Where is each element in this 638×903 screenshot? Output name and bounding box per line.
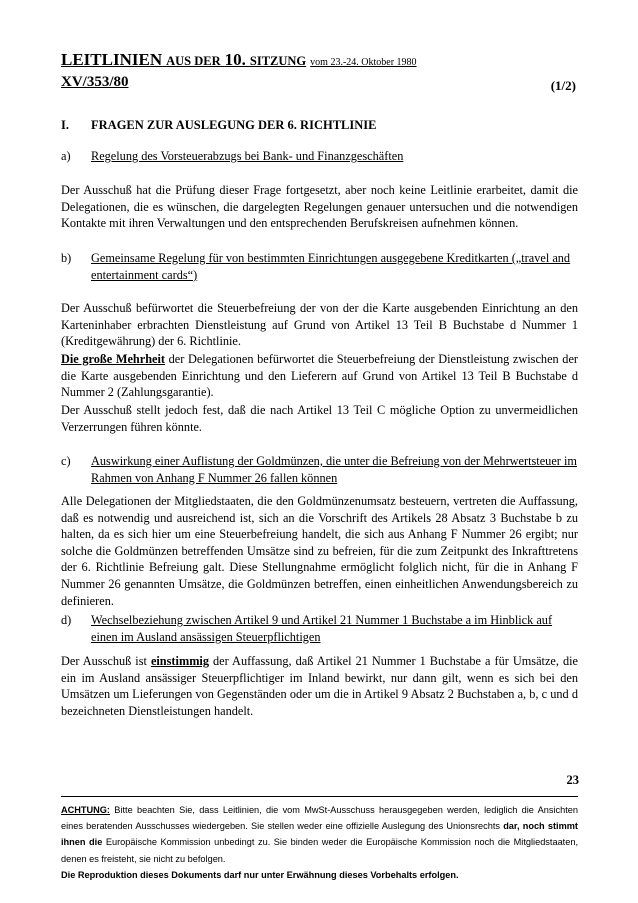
item-b-title: Gemeinsame Regelung für von bestimmten Einrichtungen ausgegebene Kreditkarten („travel and entertainment cards“) xyxy=(91,251,571,282)
section-number: I. xyxy=(61,118,69,132)
item-b-label: b) xyxy=(61,251,72,265)
item-a-label: a) xyxy=(61,149,71,163)
item-d-heading xyxy=(61,612,578,645)
reproduction-note: Die Reproduktion dieses Dokuments darf nur unter Erwähnung dieses Vorbehalts erfolgen. xyxy=(61,869,459,880)
page-number: 23 xyxy=(566,773,579,787)
section-heading xyxy=(61,118,376,133)
paragraph-d xyxy=(61,653,578,719)
disclaimer-label: ACHTUNG: xyxy=(61,805,110,815)
paragraph-b2 xyxy=(61,351,578,401)
paragraph-c: Alle Delegationen der Mitgliedstaaten, die den Goldmünzenumsatz besteuern, vertreten die Auffassung, daß es notwendig und ausreichend ist, sich an die Vorschrift des Artikels 28 Absatz 3 Buchstabe b zu halten, da es sich hier um eine Steuerbefreiung handelt, die sich aus Anhang F Nummer 26 ergibt; nur solche die Goldmünzen betreffenden Umsätze sind zu befreien, für die zum Zeitpunkt des Inkrafttretens der 6. Richtlinie Befreiung galt. Diese Stellungnahme ermöglicht folglich nicht, für die in Anhang F Nummer 26 genannten Umsätze, die Goldmünzen betreffen, einen einheitlichen Anwendungsbereich zu definieren. xyxy=(61,494,578,608)
item-c-heading xyxy=(61,453,578,486)
title-session-number: 10. xyxy=(224,50,246,69)
paragraph-d-emphasis: einstimmig xyxy=(150,654,209,668)
title-word-leitlinien: LEITLINIEN xyxy=(61,50,163,69)
document-reference: XV/353/80 xyxy=(61,74,129,90)
paragraph-d-text-b: der Auffassung, daß Artikel 21 Nummer 1 Buchstabe a für Umsätze, die ein im Ausland ansässiger Steuerpflichtiger im Inland bewirkt, nur dann gilt, wenn es sich bei den Umsätzen um Lieferungen von Gegenständen oder um die in Artikel 9 Absatz 2 Buchstaben a, b, c und d bezeichneten Dienstleistungen handelt. xyxy=(61,654,578,718)
paragraph-b1: Der Ausschuß befürwortet die Steuerbefreiung der von der die Karte ausgebenden Einrichtung an den Karteninhaber erbrachten Dienstleistung auf Grund von Artikel 13 Teil B Buchstabe d Nummer 1 (Kreditgewährung) der 6. Richtlinie. xyxy=(61,301,578,349)
item-d-label: d) xyxy=(61,613,72,627)
section-title: FRAGEN ZUR AUSLEGUNG DER 6. RICHTLINIE xyxy=(91,118,377,132)
disclaimer-text-a: Bitte beachten Sie, dass Leitlinien, die vom MwSt-Ausschuss herausgegeben werden, lediglich die Ansichten eines beratenden Ausschusses wiedergeben. Sie stellen weder eine offizielle Auslegung des Unionsrechts xyxy=(61,805,578,832)
paragraph-a: Der Ausschuß hat die Prüfung dieser Frage fortgesetzt, aber noch keine Leitlinie erarbeitet, damit die Delegationen, die es wünschen, die dargelegten Regelungen genauer untersuchen und die notwendigen Kontakte mit ihren Verwaltungen und den entsprechenden Berufskreisen aufnehmen können. xyxy=(61,183,578,231)
item-a-heading xyxy=(61,148,578,165)
disclaimer-emphasis: dar, noch stimmt ihnen die xyxy=(61,821,578,848)
item-b-heading xyxy=(61,250,578,283)
meeting-date: vom 23.-24. Oktober 1980 xyxy=(310,57,417,68)
item-a-title: Regelung des Vorsteuerabzugs bei Bank- und Finanzgeschäften xyxy=(91,149,404,163)
document-part: (1/2) xyxy=(550,78,576,93)
item-c-label: c) xyxy=(61,454,71,468)
paragraph-b2-text: der Delegationen befürwortet die Steuerbefreiung der Dienstleistung zwischen der die Karte ausgebenden Einrichtung und den Lieferern auf Grund von Artikel 13 Teil B Buchstabe d Nummer 2 (Zahlungsgarantie). xyxy=(61,352,578,400)
item-d-title: Wechselbeziehung zwischen Artikel 9 und Artikel 21 Nummer 1 Buchstabe a im Hinblick auf einen im Ausland ansässigen Steuerpflichtigen xyxy=(91,613,553,644)
disclaimer-footer xyxy=(61,796,578,883)
paragraph-b2-emphasis: Die große Mehrheit xyxy=(61,352,166,366)
paragraph-d-text-a: Der Ausschuß ist xyxy=(61,654,151,668)
title-word-sitzung: SITZUNG xyxy=(249,54,307,68)
document-title xyxy=(61,50,417,70)
item-c-title: Auswirkung einer Auflistung der Goldmünzen, die unter die Befreiung von der Mehrwertsteuer im Rahmen von Anhang F Nummer 26 fallen können xyxy=(91,454,577,485)
paragraph-b3: Der Ausschuß stellt jedoch fest, daß die nach Artikel 13 Teil C mögliche Option zu unvermeidlichen Verzerrungen führen könnte. xyxy=(61,403,578,434)
disclaimer-text-b: Europäische Kommission unbedingt zu. Sie binden weder die Europäische Kommission noch die Mitgliedstaaten, denen es freisteht, sie nicht zu befolgen. xyxy=(61,837,578,864)
title-words-aus-der: AUS DER xyxy=(166,54,221,68)
